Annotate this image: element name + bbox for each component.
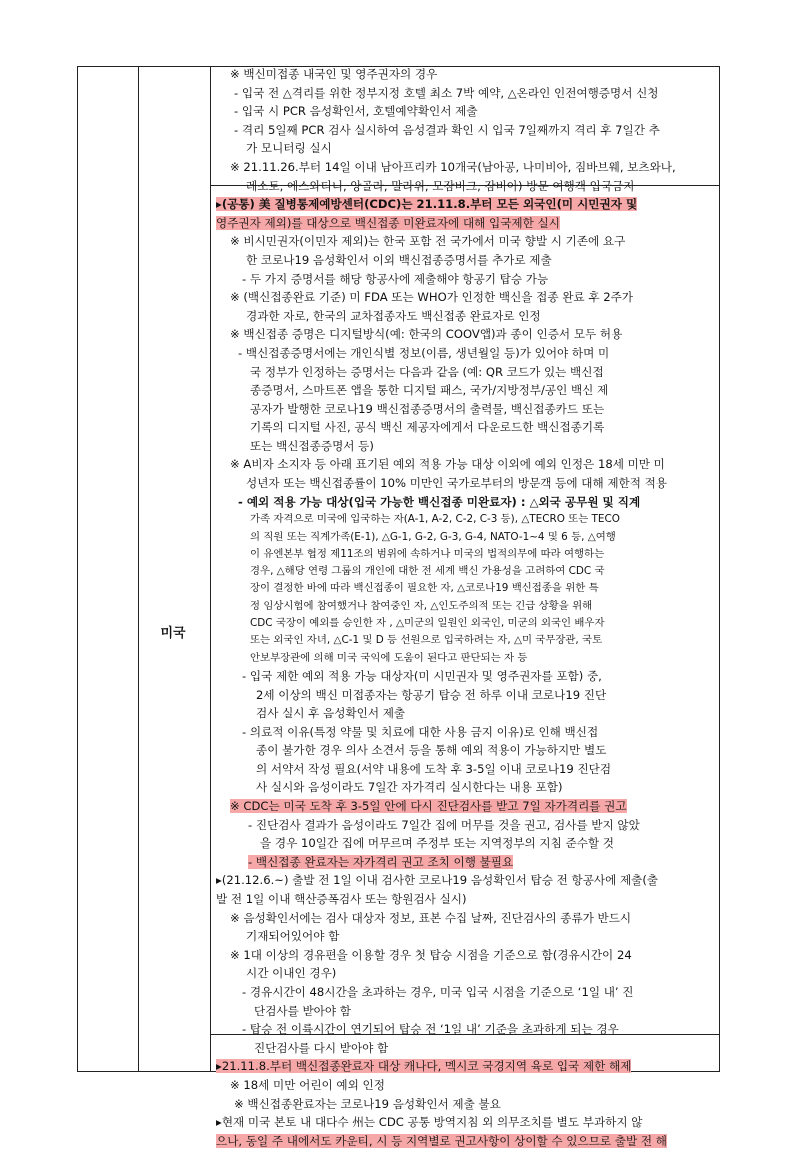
text-line [212, 667, 717, 686]
text-line [212, 65, 717, 84]
text-line-content: ▸21.11.8.부터 백신접종완료자 대상 캐나다, 멕시코 국경지역 육로 입국 제한 해제 [216, 1059, 632, 1074]
text-line [212, 195, 717, 214]
text-line [212, 529, 717, 546]
text-line-content: 경과한 자로, 한국의 교차접종자도 백신접종 완료자로 인정 [246, 308, 541, 323]
text-line-content: ※ CDC는 미국 도착 후 3-5일 안에 다시 진단검사를 받고 7일 자가격리를 권고 [230, 799, 627, 814]
text-line [212, 288, 717, 307]
text-line-content: 진단검사를 다시 받아야 함 [254, 1040, 389, 1055]
text-line-content: ▸(21.12.6.~) 출발 전 1일 이내 검사한 코로나19 음성확인서 탑승 전 항공사에 제출(출 [216, 873, 659, 888]
text-line [212, 1039, 717, 1058]
policy-content [212, 65, 717, 1150]
text-line [212, 778, 717, 797]
text-line [212, 909, 717, 928]
text-line-content: 장이 결정한 바에 따라 백신접종이 필요한 자, △코로나19 백신접종을 위한 특 [250, 582, 599, 595]
text-line-content: 가족 자격으로 미국에 입국하는 자(A-1, A-2, C-2, C-3 등), △TECRO 또는 TECO [250, 513, 620, 526]
text-line-content: - 입국 시 PCR 음성확인서, 호텔예약확인서 제출 [234, 104, 478, 119]
text-line-content: ※ 21.11.26.부터 14일 이내 남아프리카 10개국(남아공, 나미비아, 짐바브웨, 보츠와나, [230, 159, 676, 174]
text-line-content: - 입국 전 △격리를 위한 정부지정 호텔 최소 7박 예약, △온라인 인전여행증명서 신청 [234, 85, 659, 100]
column-divider-2 [210, 67, 211, 1071]
text-line [212, 158, 717, 177]
text-line [212, 580, 717, 597]
text-line [212, 797, 717, 816]
text-line-content: 검사 실시 후 음성확인서 제출 [256, 706, 406, 721]
text-line-content: 정 임상시험에 참여했거나 참여중인 자, △인도주의적 또는 긴급 상황을 위해 [250, 599, 593, 612]
text-line [212, 102, 717, 121]
text-line [212, 1020, 717, 1039]
text-line-content: CDC 국장이 예외를 승인한 자 , △미군의 일원인 외국인, 미군의 외국인 배우자 [250, 617, 605, 630]
text-line-content: ▸현재 미국 본토 내 대다수 州는 CDC 공통 방역지침 외 의무조치를 별도 부과하지 않 [216, 1115, 643, 1130]
column-divider-1 [138, 67, 139, 1071]
text-line-content: ※ A비자 소지자 등 아래 표기된 예외 적용 가능 대상 이외에 예외 인정은 18세 미만 미 [230, 457, 665, 472]
text-line [212, 437, 717, 456]
text-line [212, 650, 717, 667]
text-line-content: - 탑승 전 이륙시간이 연기되어 탑승 전 ‘1일 내’ 기준을 초과하게 되는 경우 [242, 1022, 619, 1037]
text-line-content: 단검사를 받아야 함 [254, 1003, 351, 1018]
text-line-content: 2세 이상의 백신 미접종자는 항공기 탑승 전 하루 이내 코로나19 진단 [256, 687, 607, 702]
text-line-content: - 입국 제한 예외 적용 가능 대상자(미 시민권자 및 영주권자를 포함) 중, [242, 668, 602, 683]
text-line-content: 또는 외국인 자녀, △C-1 및 D 등 선원으로 입국하려는 자, △미 국무장관, 국토 [250, 634, 603, 647]
text-line [212, 1132, 717, 1150]
text-line-content: 가 모니터링 실시 [246, 141, 332, 156]
text-line-content: - 백신접종 완료자는 자가격리 권고 조치 이행 불필요 [248, 854, 514, 869]
text-line [212, 474, 717, 493]
text-line [212, 418, 717, 437]
text-line-content: 의 서약서 작성 필요(서약 내용에 도착 후 3-5일 이내 코로나19 진단검 [256, 761, 612, 776]
text-line [212, 363, 717, 382]
text-line-content: - 예외 적용 가능 대상(입국 가능한 백신접종 미완료자) : △외국 공무원 및 직계 [238, 494, 641, 509]
text-line-content: 의 직원 또는 직계가족(E-1), △G-1, G-2, G-3, G-4, NATO-1~4 및 6 등, △여행 [250, 530, 616, 543]
text-line [212, 890, 717, 909]
text-line [212, 760, 717, 779]
text-line [212, 139, 717, 158]
text-line-content: 또는 백신접종증명서 등) [250, 438, 374, 453]
text-line [212, 1002, 717, 1021]
text-line [212, 964, 717, 983]
text-line [212, 121, 717, 140]
text-line-content: ▸(공통) 美 질병통제예방센터(CDC)는 21.11.8.부터 모든 외국인(미 시민권자 및 [216, 197, 638, 212]
text-line [212, 307, 717, 326]
text-line [212, 344, 717, 363]
text-line [212, 214, 717, 233]
text-line [212, 563, 717, 580]
text-line-content: ※ 백신접종 증명은 디지털방식(예: 한국의 COOV앱)과 종이 인증서 모두 허용 [230, 327, 623, 342]
text-line-content: 으나, 동일 주 내에서도 카운티, 시 등 지역별로 권고사항이 상이할 수 있으므로 출발 전 해 [216, 1133, 667, 1148]
text-line [212, 84, 717, 103]
text-line-content: - 격리 5일째 PCR 검사 실시하여 음성결과 확인 시 입국 7일째까지 격리 후 7일간 추 [234, 122, 660, 137]
text-line [212, 251, 717, 270]
text-line-content: 발 전 1일 이내 핵산증폭검사 또는 항원검사 실시) [216, 892, 467, 907]
text-line [212, 511, 717, 528]
text-line-content: 을 경우 10일간 집에 머무르며 주정부 또는 지역정부의 지침 준수할 것 [260, 836, 614, 851]
text-line-content: ※ 백신접종완료자는 코로나19 음성확인서 제출 불요 [234, 1096, 501, 1111]
text-line-content: - 의료적 이유(특정 약물 및 치료에 대한 사용 금지 이유)로 인해 백신접 [242, 724, 599, 739]
text-line [212, 546, 717, 563]
text-line-content: 한 코로나19 음성확인서 이외 백신접종증명서를 추가로 제출 [246, 252, 552, 267]
text-line-content: 공자가 발행한 코로나19 백신접종증명서의 출력물, 백신접종카드 또는 [250, 401, 605, 416]
text-line [212, 871, 717, 890]
text-line-content: 사 실시와 음성이라도 7일간 자가격리 실시한다는 내용 포함) [256, 780, 563, 795]
text-line [212, 232, 717, 251]
text-line-content: - 두 가지 증명서를 해당 항공사에 제출해야 항공기 탑승 가능 [242, 271, 549, 286]
text-line-content: 성년자 또는 백신접종률이 10% 미만인 국가로부터의 방문객 등에 대해 제한적 적용 [246, 476, 668, 491]
text-line-content: 안보부장관에 의해 미국 국익에 도움이 된다고 판단되는 자 등 [250, 651, 528, 664]
text-line [212, 1095, 717, 1114]
text-line-content: 이 유엔본부 협정 제11조의 범위에 속하거나 미국의 법적의무에 따라 여행하는 [250, 547, 605, 560]
text-line-content: 시간 이내인 경우) [246, 966, 337, 981]
text-line-content: 국 정부가 인정하는 증명서는 다음과 같음 (예: QR 코드가 있는 백신접 [250, 364, 604, 379]
text-line [212, 177, 717, 196]
text-line-content: 영주권자 제외)를 대상으로 백신접종 미완료자에 대해 입국제한 실시 [216, 215, 560, 230]
text-line-content: ※ 백신미접종 내국인 및 영주권자의 경우 [230, 67, 438, 81]
text-line [212, 270, 717, 289]
text-line [212, 686, 717, 705]
text-line [212, 834, 717, 853]
text-line-content: 레소토, 에스와티니, 앙골라, 말라위, 모잠비크, 잠비아) 방문 여행객 입국금지 [246, 178, 635, 193]
text-line-content: ※ 18세 미만 어린이 예외 인정 [230, 1077, 385, 1092]
text-line [212, 1057, 717, 1076]
text-line-content: 기재되어있어야 함 [246, 929, 340, 944]
text-line-content: ※ (백신접종완료 기준) 미 FDA 또는 WHO가 인정한 백신을 접종 완료 후 2주가 [230, 290, 633, 305]
text-line-content: ※ 비시민권자(이민자 제외)는 한국 포함 전 국가에서 미국 향발 시 기존에 요구 [230, 234, 626, 249]
text-line-content: - 백신접종증명서에는 개인식별 정보(이름, 생년월일 등)가 있어야 하며 미 [238, 345, 610, 360]
country-label: 미국 [160, 626, 186, 641]
text-line [212, 455, 717, 474]
text-line [212, 1076, 717, 1095]
text-line [212, 632, 717, 649]
text-line [212, 853, 717, 872]
text-line [212, 983, 717, 1002]
text-line-content: - 진단검사 결과가 음성이라도 7일간 집에 머무를 것을 권고, 검사를 받지 않았 [248, 817, 640, 832]
text-line [212, 615, 717, 632]
text-line [212, 1113, 717, 1132]
text-line [212, 381, 717, 400]
text-line [212, 704, 717, 723]
text-line [212, 493, 717, 512]
text-line-content: 경우, △해당 연령 그룹의 개인에 대한 전 세계 백신 가용성을 고려하여 CDC 국 [250, 565, 605, 578]
text-line-content: 종이 불가한 경우 의사 소견서 등을 통해 예외 적용이 가능하지만 별도 [256, 743, 607, 758]
text-line [212, 946, 717, 965]
text-line [212, 325, 717, 344]
text-line-content: 종증명서, 스마트폰 앱을 통한 디지털 패스, 국가/지방정부/공인 백신 제 [250, 383, 609, 398]
text-line-content: ※ 1대 이상의 경유편을 이용할 경우 첫 탑승 시점을 기준으로 함(경유시간이 24 [230, 947, 632, 962]
text-line-content: ※ 음성확인서에는 검사 대상자 정보, 표본 수집 날짜, 진단검사의 종류가 반드시 [230, 910, 632, 925]
text-line-content: 기록의 디지털 사진, 공식 백신 제공자에게서 다운로드한 백신접종기록 [250, 420, 605, 435]
text-line [212, 816, 717, 835]
text-line [212, 723, 717, 742]
text-line [212, 598, 717, 615]
text-line [212, 927, 717, 946]
text-line [212, 400, 717, 419]
text-line-content: - 경유시간이 48시간을 초과하는 경우, 미국 입국 시점을 기준으로 ‘1일 내’ 진 [242, 985, 634, 1000]
text-line [212, 741, 717, 760]
